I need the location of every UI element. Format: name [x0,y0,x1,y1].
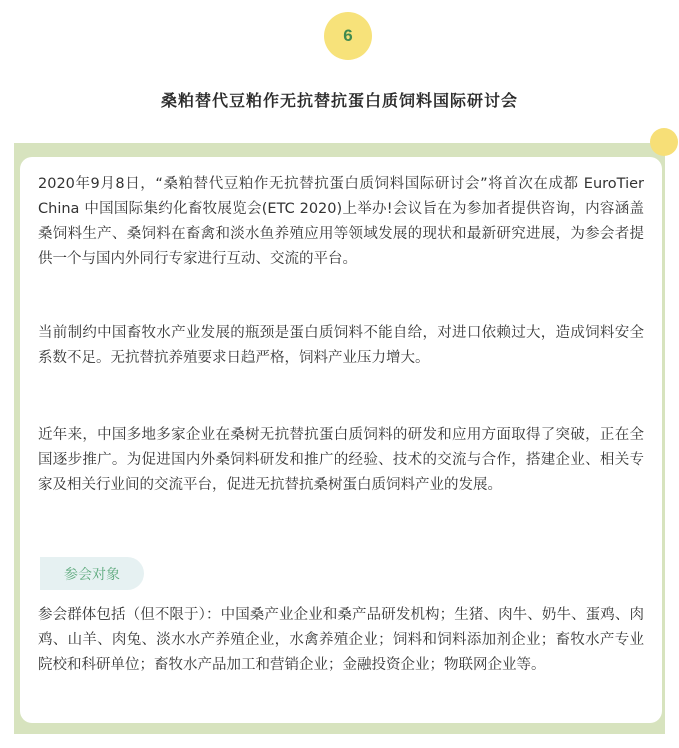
intro-paragraph: 2020年9月8日，“桑粕替代豆粕作无抗替抗蛋白质饲料国际研讨会”将首次在成都 EuroTier China 中国国际集约化畜牧展览会(ETC 2020)上举办!会议旨在为参加者提供咨询，内容涵盖桑饲料生产、桑饲料在畜禽和淡水鱼养殖应用等领域发展的现状和最新研究进展，为参会者提供一个与国内外同行专家进行互动、交流的平台。 [38,176,644,267]
progress-paragraph: 近年来，中国多地多家企业在桑树无抗替抗蛋白质饲料的研发和应用方面取得了突破，正在全国逐步推广。为促进国内外桑饲料研发和推广的经验、技术的交流与合作，搭建企业、相关专家及相关行业间的交流平台，促进无抗替抗桑树蛋白质饲料产业的发展。 [38,427,644,493]
attendees-label: 参会对象 [64,566,120,583]
bottleneck-paragraph: 当前制约中国畜牧水产业发展的瓶颈是蛋白质饲料不能自给，对进口依赖过大，造成饲料安全系数不足。无抗替抗养殖要求日趋严格，饲料产业压力增大。 [38,325,644,366]
section-title-wrap [0,88,679,111]
attendees-label-pill [40,557,144,590]
decorative-dot [650,128,678,156]
section-title: 桑粕替代豆粕作无抗替抗蛋白质饲料国际研讨会 [157,88,522,111]
section-number: 6 [343,26,353,45]
attendees-paragraph: 参会群体包括（但不限于）：中国桑产业企业和桑产品研发机构；生猪、肉牛、奶牛、蛋鸡、肉鸡、山羊、肉兔、淡水水产养殖企业，水禽养殖企业；饲料和饲料添加剂企业；畜牧水产专业院校和科研单位；畜牧水产品加工和营销企业；金融投资企业；物联网企业等。 [38,607,644,673]
section-number-badge [324,12,372,60]
